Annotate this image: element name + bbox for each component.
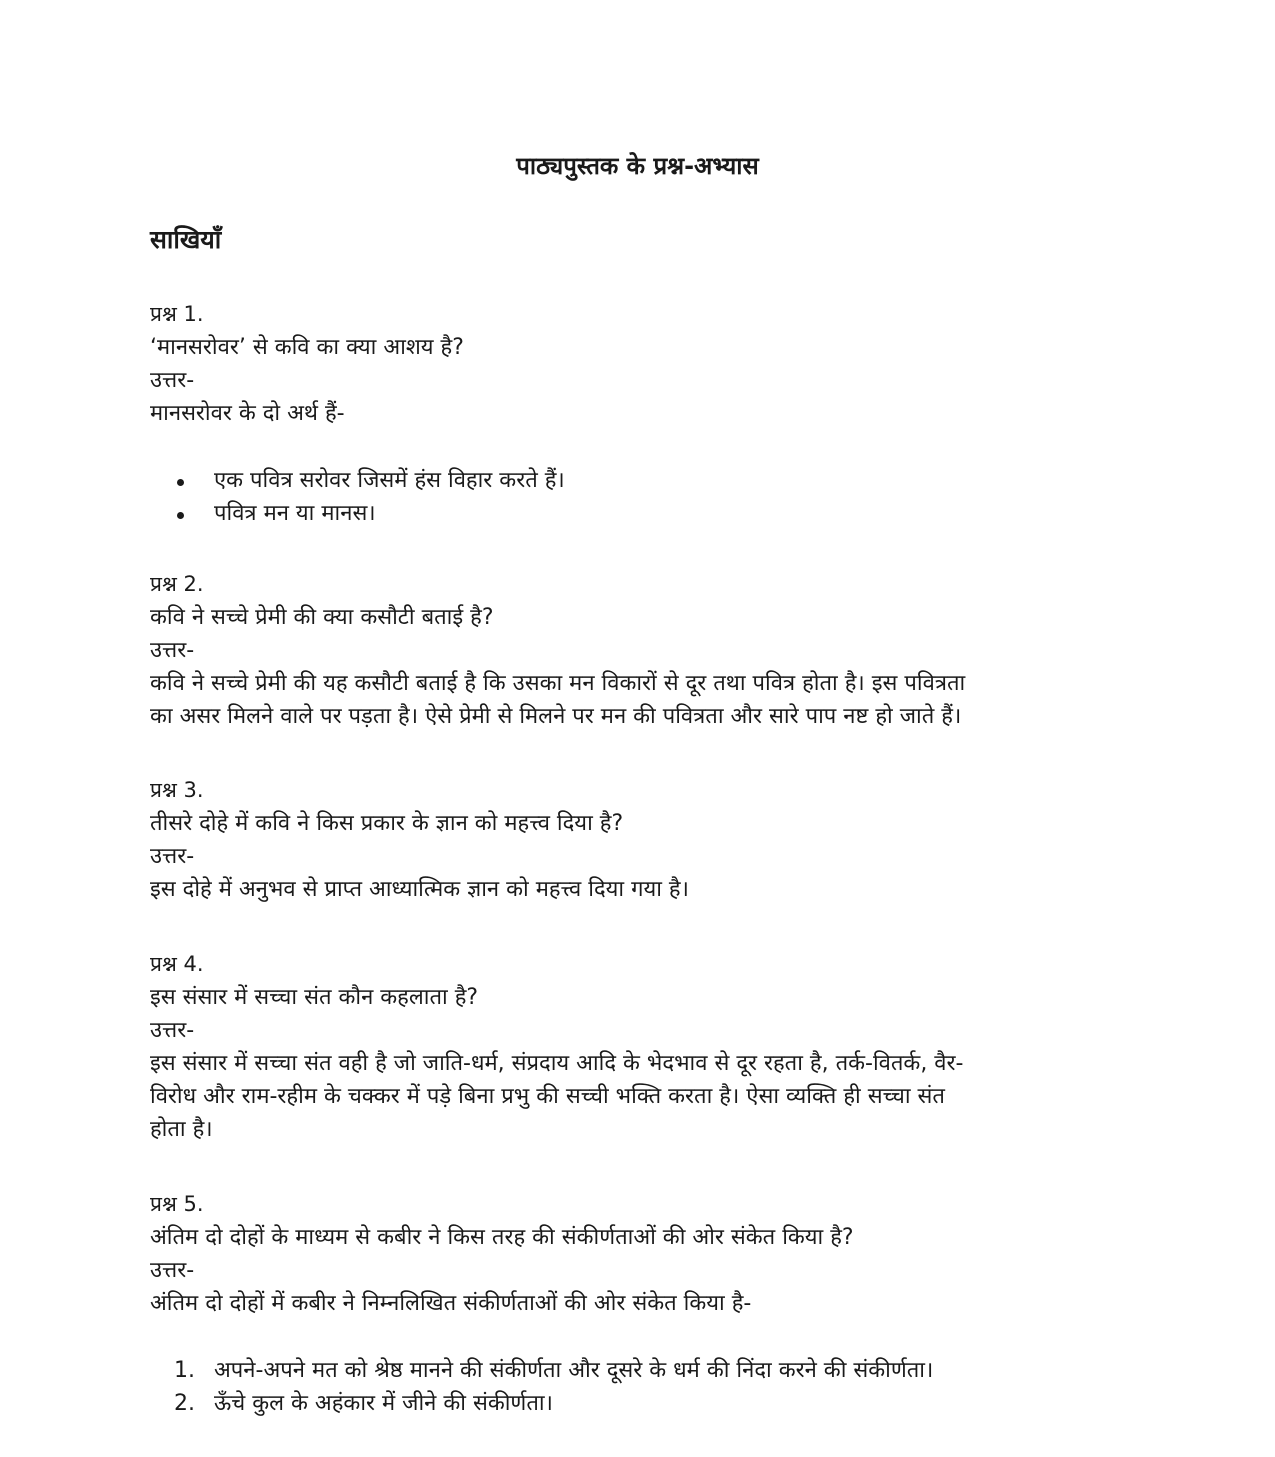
list-item — [150, 1354, 1140, 1387]
answer-label: उत्तर- — [150, 1258, 195, 1283]
answer-text-line: होता है। — [150, 1117, 213, 1142]
answer-label: उत्तर- — [150, 844, 195, 869]
question-number: प्रश्न 4. — [150, 952, 204, 976]
question-block-2 — [150, 568, 1140, 733]
answer-text: अंतिम दो दोहों में कबीर ने निम्नलिखित संकीर्णताओं की ओर संकेत किया है- — [150, 1291, 752, 1316]
bullet-icon — [177, 512, 184, 519]
question-text: इस संसार में सच्चा संत कौन कहलाता है? — [150, 985, 479, 1010]
list-item — [150, 464, 1140, 497]
answer-bullet-list — [150, 464, 1140, 530]
question-number: प्रश्न 3. — [150, 778, 204, 802]
question-text: कवि ने सच्चे प्रेमी की क्या कसौटी बताई है? — [150, 605, 494, 630]
question-text: ‘मानसरोवर’ से कवि का क्या आशय है? — [150, 335, 464, 360]
question-block-3 — [150, 774, 1140, 906]
question-number: प्रश्न 2. — [150, 572, 204, 596]
document-page — [150, 0, 1140, 1457]
question-number: प्रश्न 5. — [150, 1192, 204, 1216]
list-item-text: अपने-अपने मत को श्रेष्ठ मानने की संकीर्णता और दूसरे के धर्म की निंदा करने की संकीर्णता। — [214, 1358, 934, 1383]
list-item — [150, 1387, 1140, 1420]
answer-text-line: कवि ने सच्चे प्रेमी की यह कसौटी बताई है कि उसका मन विकारों से दूर तथा पवित्र होता है। इस पवित्रता — [150, 671, 966, 696]
answer-text-line: विरोध और राम-रहीम के चक्कर में पड़े बिना प्रभु की सच्ची भक्ति करता है। ऐसा व्यक्ति ही सच्चा संत — [150, 1084, 945, 1109]
question-block-1 — [150, 298, 1140, 530]
answer-numbered-list — [150, 1354, 1140, 1420]
section-heading: साखियाँ — [150, 225, 222, 254]
question-block-4 — [150, 948, 1140, 1146]
list-item-text: एक पवित्र सरोवर जिसमें हंस विहार करते हैं। — [214, 468, 565, 493]
answer-label: उत्तर- — [150, 1018, 195, 1043]
answer-label: उत्तर- — [150, 368, 195, 393]
answer-text: मानसरोवर के दो अर्थ हैं- — [150, 401, 345, 426]
list-item-number: 2. — [174, 1391, 195, 1416]
document-title: पाठ्यपुस्तक के प्रश्न-अभ्यास — [516, 152, 759, 180]
question-text: तीसरे दोहे में कवि ने किस प्रकार के ज्ञान को महत्त्व दिया है? — [150, 811, 624, 836]
question-number: प्रश्न 1. — [150, 302, 204, 326]
question-text: अंतिम दो दोहों के माध्यम से कबीर ने किस तरह की संकीर्णताओं की ओर संकेत किया है? — [150, 1225, 854, 1250]
list-item-text: ऊँचे कुल के अहंकार में जीने की संकीर्णता। — [214, 1391, 553, 1416]
bullet-icon — [177, 479, 184, 486]
answer-text: इस दोहे में अनुभव से प्राप्त आध्यात्मिक ज्ञान को महत्त्व दिया गया है। — [150, 877, 689, 902]
answer-label: उत्तर- — [150, 638, 195, 663]
list-item-number: 1. — [174, 1358, 195, 1383]
question-block-5 — [150, 1188, 1140, 1420]
answer-text-line: का असर मिलने वाले पर पड़ता है। ऐसे प्रेमी से मिलने पर मन की पवित्रता और सारे पाप नष्ट हो जाते हैं। — [150, 704, 962, 729]
list-item — [150, 497, 1140, 530]
list-item-text: पवित्र मन या मानस। — [214, 501, 376, 526]
answer-text-line: इस संसार में सच्चा संत वही है जो जाति-धर्म, संप्रदाय आदि के भेदभाव से दूर रहता है, तर्क-वितर्क, वैर- — [150, 1051, 964, 1076]
